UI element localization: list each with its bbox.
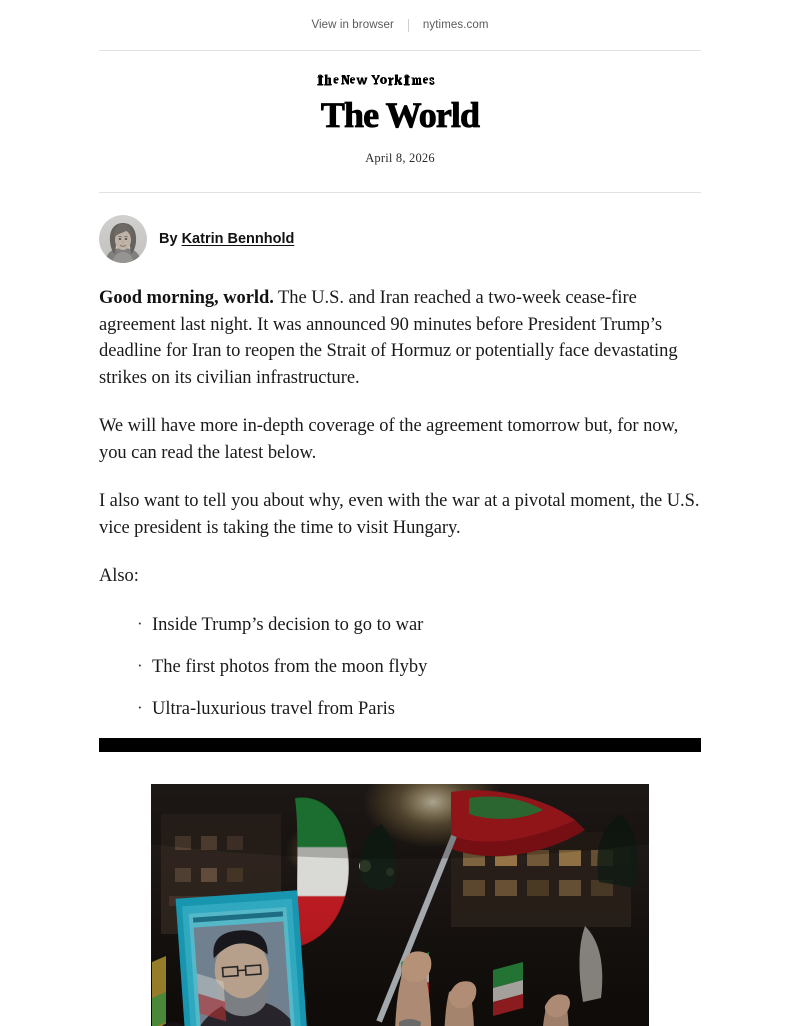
paragraph-3: I also want to tell you about why, even with the war at a pivotal moment, the U.S. vice president is taking the time to visit Hungary. [99,491,700,538]
list-item[interactable] [137,612,701,638]
view-in-browser-link[interactable]: View in browser [311,19,394,31]
lead-photo[interactable] [151,784,649,1026]
masthead [0,51,800,166]
issue-date: April 8, 2026 [365,151,435,165]
list-item[interactable] [137,696,701,722]
also-list [99,612,701,722]
author-link[interactable]: Katrin Bennhold [181,231,295,247]
paragraph-lede [99,285,701,391]
list-item-label: Inside Trump’s decision to go to war [152,614,424,635]
also-label: Also: [99,566,139,586]
page-title: The World [320,95,480,135]
paragraph-2: We will have more in-depth coverage of the agreement tomorrow but, for now, you can read the latest below. [99,416,679,463]
lede-bold: Good morning, world. [99,288,274,308]
bullet-icon: · [137,697,143,717]
lede-rest: The U.S. and Iran reached a two-week cease-fire agreement last night. It was announced 90 minutes before President Trump’s deadline for Iran to reopen the Strait of Hormuz or potentially face devastating strikes on its civilian infrastructure. [99,288,678,388]
list-item[interactable] [137,654,701,680]
byline-text [159,231,294,247]
byline-prefix: By [159,231,182,247]
byline [99,193,701,263]
list-item-label: Ultra-luxurious travel from Paris [152,698,396,719]
site-link[interactable]: nytimes.com [422,19,489,31]
bullet-icon: · [137,613,143,633]
bullet-icon: · [137,655,143,675]
author-headshot-icon [99,215,147,263]
avatar [99,215,147,263]
lead-photo-icon [151,784,649,1026]
list-item-label: The first photos from the moon flyby [152,656,428,677]
preheader [0,0,800,50]
nyt-nameplate-icon[interactable] [317,73,483,87]
section-divider-bar [99,738,701,752]
article-body [99,263,701,722]
